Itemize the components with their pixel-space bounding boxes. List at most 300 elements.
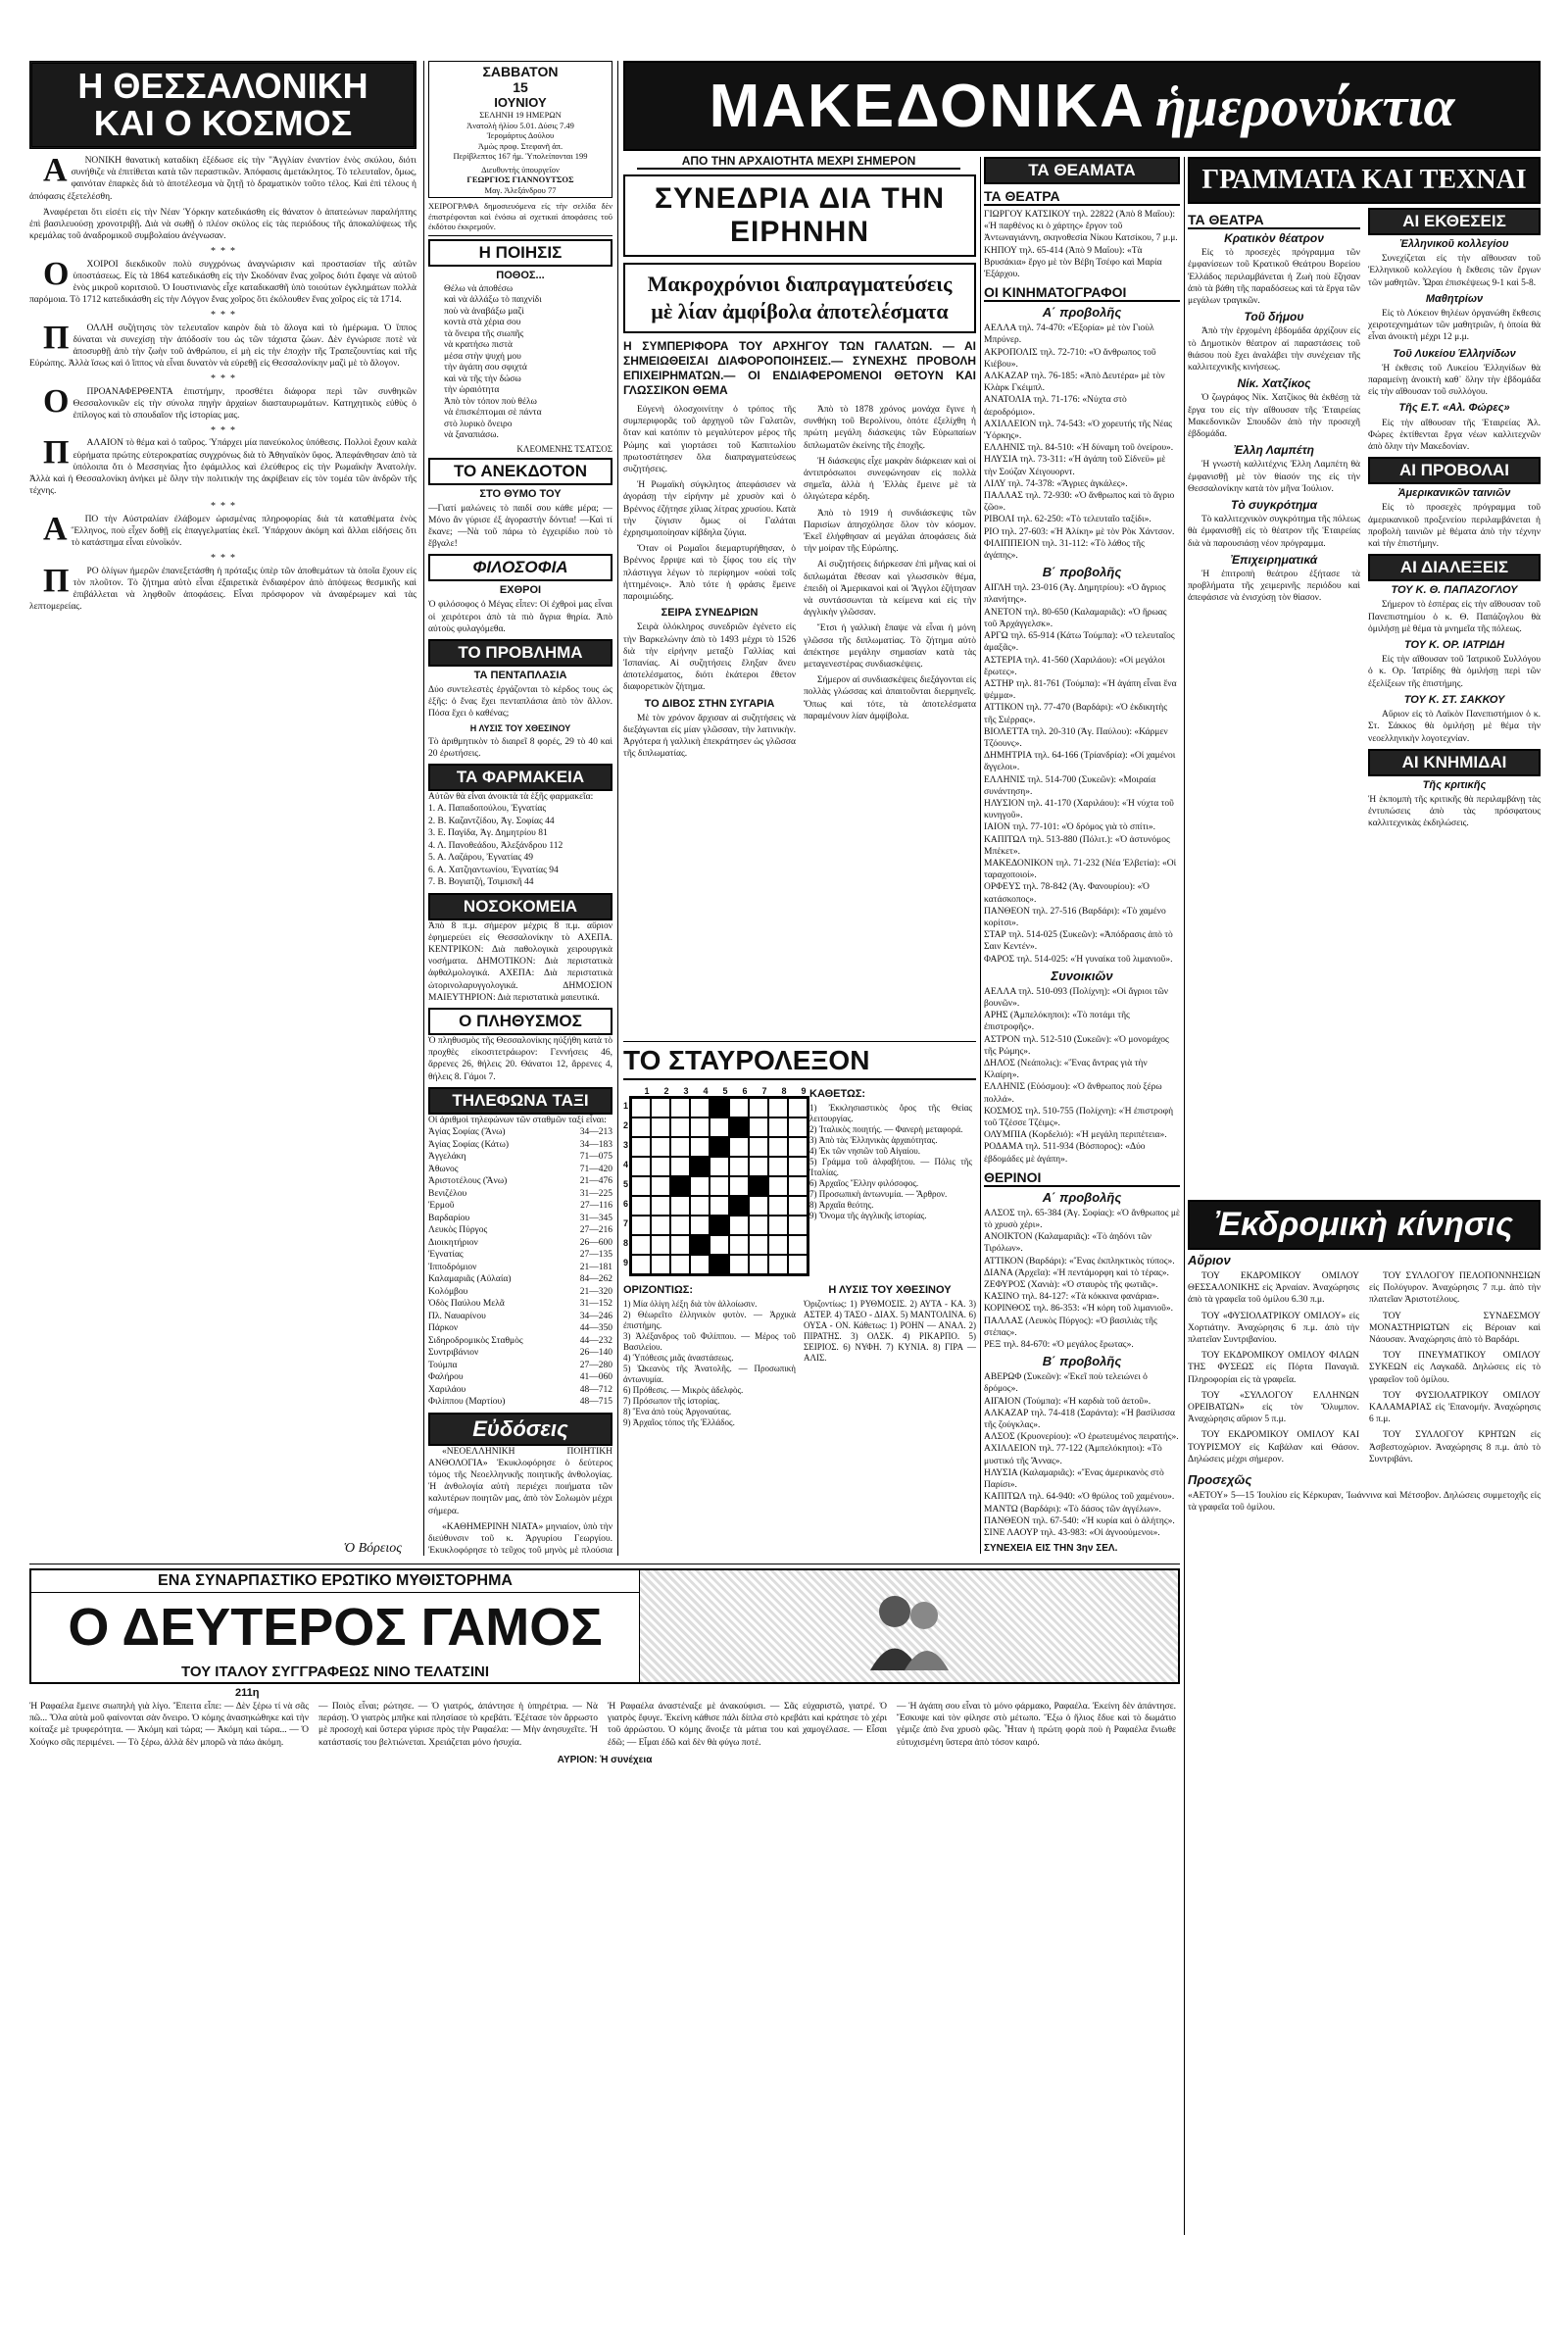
summer-second-list bbox=[984, 1371, 1180, 1539]
phone-place: Πλ. Ναυαρίνου bbox=[428, 1311, 486, 1321]
masthead-title-part1: ΜΑΚΕΔΟΝΙΚΑ bbox=[709, 72, 1146, 140]
crossword-cell bbox=[749, 1137, 768, 1157]
cinema-listing: ΡΕΞ τηλ. 84-670: «Ὁ μεγάλος ἔρωτας». bbox=[984, 1340, 1134, 1351]
crossword-cell bbox=[651, 1098, 670, 1117]
problem-title: ΤΟ ΠΡΟΒΛΗΜΑ bbox=[428, 639, 612, 667]
phone-place: Φαλήρου bbox=[428, 1372, 464, 1383]
crossword-cell bbox=[749, 1255, 768, 1274]
novel-column: — Ἡ ἀγάπη σου εἶναι τὸ μόνο φάρμακο, Ραφαέλα. Ἐκείνη δὲν ἀπάντησε. Ἔσκυψε καὶ τὸν φίλησε στὸ μέτωπο. Ἔξω ὁ ἥλιος ἔδυε καὶ τὸ δωμάτιο γέμιζε ἀπὸ ἕνα χρυσὸ φῶς. Ἦταν ἡ πρώτη φορὰ ποὺ ἡ Ραφαέλα ἔνιωθε εὐτυχισμένη ὕστερα ἀπὸ τόσον καιρό. bbox=[897, 1702, 1176, 1748]
crossword-down-title: ΚΑΘΕΤΩΣ: bbox=[809, 1088, 866, 1100]
suburb-title: Συνοικιῶν bbox=[1051, 968, 1113, 983]
exhibition-text: Συνεχίζεται εἰς τὴν αἴθουσαν τοῦ Ἑλληνικοῦ κολλεγίου ἡ ἔκθεσις τῶν ἔργων τῶν μαθητῶν. Ὧραι ἐπισκέψεως 9-1 καὶ 5-8. bbox=[1368, 254, 1541, 288]
crossword-cell bbox=[690, 1196, 710, 1216]
poem-line: καὶ νὰ ἀλλάξω τὸ παιχνίδι bbox=[444, 295, 542, 305]
letters-section-title: Νίκ. Χατζίκος bbox=[1237, 376, 1311, 391]
phone-place: Ἑρμοῦ bbox=[428, 1201, 455, 1212]
population-text: Ὁ πληθυσμὸς τῆς Θεσσαλονίκης ηὐξήθη κατὰ τὸ προχθὲς εἰκοσιτετράωρον: Γεννήσεις 46, ἄρρενες 26, θήλεις 20. Θάνατοι 12, ἄρρενες 4, θήλεις 8. Γάμοι 7. bbox=[428, 1036, 612, 1082]
cinema-listing: ΔΗΜΗΤΡΙΑ τηλ. 64-166 (Τρίανδρία): «Οἱ χαμένοι ἄγγελοι». bbox=[984, 751, 1176, 773]
article-subheading: ΣΕΙΡΑ ΣΥΝΕΔΡΙΩΝ bbox=[661, 607, 759, 620]
clue: 7) Πρόσωπον τῆς ἱστορίας. bbox=[623, 1396, 720, 1406]
cinema-listing: ΑΣΤΗΡ τηλ. 81-761 (Τούμπα): «Ἡ ἀγάπη εἶναι ἕνα ψέμμα». bbox=[984, 678, 1177, 702]
summer-second-title: Β΄ προβολῆς bbox=[1042, 1354, 1122, 1369]
crossword-cell bbox=[729, 1137, 749, 1157]
letters-section-title: Τὸ συγκρότημα bbox=[1230, 498, 1318, 513]
phone-number: 26—140 bbox=[579, 1348, 612, 1359]
crossword-cell bbox=[768, 1117, 788, 1137]
cinema-listing: ΑΤΤΙΚΟΝ τηλ. 77-470 (Βαρδάρι): «Ὁ ἐκδικητὴς τῆς Σιέρρας». bbox=[984, 703, 1168, 725]
excursion-item: ΤΟΥ ΕΚΔΡΟΜΙΚΟΥ ΟΜΙΛΟΥ ΘΕΣΣΑΛΟΝΙΚΗΣ εἰς Ἀρναίαν. Ἀναχώρησις ἀπὸ τὰ γραφεῖα τοῦ ὁμίλου 6.30 π.μ. bbox=[1188, 1271, 1359, 1306]
phone-number: 84—262 bbox=[579, 1274, 612, 1285]
date-line: Ἀνατολὴ ἡλίου 5.01. Δύσις 7.49 bbox=[466, 120, 574, 130]
phone-number: 71—075 bbox=[579, 1152, 612, 1163]
crossword-cell bbox=[690, 1117, 710, 1137]
letters-theatre-head: ΤΑ ΘΕΑΤΡΑ bbox=[1188, 212, 1360, 229]
poem-line: κοντὰ στὰ χέρια σου bbox=[444, 318, 521, 327]
phone-place: Ἐγνατίας bbox=[428, 1250, 464, 1261]
crossword-cell bbox=[651, 1137, 670, 1157]
crossword-black-cell bbox=[710, 1216, 729, 1235]
crossword-col-number: 4 bbox=[703, 1086, 709, 1096]
phone-row bbox=[428, 1139, 612, 1152]
crossword-cell bbox=[788, 1137, 808, 1157]
cinema-listing: ΠΑΝΘΕΟΝ τηλ. 67-540: «Ἡ κυρία καὶ ὁ ἀλήτης». bbox=[984, 1515, 1175, 1526]
crossword-solution-text: Ὁριζοντίως: 1) ΡΥΘΜΟΣΙΣ. 2) ΑΥΤΑ - ΚΑ. 3) ΑΣΤΕΡ. 4) ΤΑΣΟ - ΔΙΑΧ. 5) ΜΑΝΤΟΛΙΝΑ. 6) ΟΥΣΑ - ΟΝ. Κάθετως: 1) ΡΟΗΝ — ΑΝΑΛ. 2) ΠΙΡΑΤΗΣ. 3) ΟΛΣΚ. 4) ΡΙΚΑΡΠΟ. 5) ΣΕΙΡΙΟΣ. 6) ΝΥΦΗ. 7) ΚΥΝΙΑ. 8) ΓΙΡΑ — ΑΛΙΣ. bbox=[804, 1299, 976, 1363]
crossword-cell bbox=[631, 1216, 651, 1235]
left-paragraph: ΟΠΡΟΑΝΑΦΕΡΘΕΝΤΑ ἐπιστήμην, προσθέτει διάφορα περὶ τῶν συνθηκῶν Θεσσαλονικῶν εἰς τὴν σύνολα πηγὴν ἀρχαίων διασταυρωμάτων. Κατηχητικὸς εὐθὺς ὁ ἐπίλογος καὶ τὸ σπουδαῖον τῆς ἱστορίας μας. bbox=[43, 382, 416, 422]
lecture-text: Εἰς τὴν αἴθουσαν τοῦ Ἰατρικοῦ Συλλόγου ὁ κ. Ορ. Ἰατρίδης θὰ ὁμιλήσῃ περὶ τῶν ἐξελίξεων τῆς ἐπιστήμης. bbox=[1368, 655, 1541, 689]
excursion-item: ΤΟΥ ΕΚΔΡΟΜΙΚΟΥ ΟΜΙΛΟΥ ΚΑΙ ΤΟΥΡΙΣΜΟΥ εἰς Καβάλαν καὶ Θάσον. Δηλώσεις μέχρι σήμερον. bbox=[1188, 1430, 1359, 1465]
date-line: Περίβλεπτος 167 ἡμ. Ὑπολείπονται 199 bbox=[453, 151, 588, 161]
left-paragraph: ΑΠΟ τὴν Αὐστραλίαν ἐλάβομεν ὡρισμένας πληροφορίας διὰ τὰ καταθέματα ἑνὸς Ἕλληνος, ποὺ εἶχεν δοθῇ εἰς ἐπαγγελματίας ἐκεῖ. Ὑπάρχουν ἀκόμη καὶ ἄλλαι εἰδήσεις ὅτι τὸ κατάστημα εἶναι εὐνοϊκόν. bbox=[43, 510, 416, 549]
cinema-listing: ΟΡΦΕΥΣ τηλ. 78-842 (Ἀγ. Φανουρίου): «Ὁ κατάσκοπος». bbox=[984, 882, 1150, 905]
clue: 4) Ἐκ τῶν νησιῶν τοῦ Αἰγαίου. bbox=[809, 1146, 920, 1156]
pharmacy-item: 4. Λ. Πανοθεάδου, Ἀλεξάνδρου 112 bbox=[428, 840, 564, 851]
cinema-listing: ΦΑΡΟΣ τηλ. 514-025: «Ἡ γυναίκα τοῦ λιμανιοῦ». bbox=[984, 954, 1173, 965]
crossword-col-number: 3 bbox=[683, 1086, 689, 1096]
cinema-listing: ΚΟΡΙΝΘΟΣ τηλ. 86-353: «Ἡ κόρη τοῦ λιμανιοῦ». bbox=[984, 1304, 1173, 1315]
clue: 1) Μία ὀλίγη λέξη διὰ τὸν ἀλλοίωσιν. bbox=[623, 1299, 758, 1309]
letters-section-text: Ἡ ἐπιτροπὴ θεάτρου ἐξήτασε τὰ προβλήματα τῆς χειμερινῆς περιόδου καὶ ἀπεφάσισε νὰ ἐνισχύσῃ τὸν θίασον. bbox=[1188, 570, 1360, 604]
cinema-listing: ΚΑΠΙΤΩΛ τηλ. 513-880 (Πόλιτ.): «Ὁ ἀστυνόμος Μπέκετ». bbox=[984, 834, 1170, 857]
exhibition-title: Ἑλληνικοῦ κολλεγίου bbox=[1399, 238, 1509, 250]
clue: 3) Ἀπὸ τὰς Ἑλληνικὰς ἀρχαιότητας. bbox=[809, 1135, 938, 1145]
date-day: ΣΑΒΒΑΤΟΝ bbox=[482, 64, 559, 79]
crossword-cell bbox=[749, 1098, 768, 1117]
crossword-cell bbox=[729, 1098, 749, 1117]
letters-sections bbox=[1188, 232, 1360, 605]
crossword-cell bbox=[768, 1176, 788, 1196]
news-title: Εὐδόσεις bbox=[428, 1413, 612, 1446]
cinema-listing: ΑΝΑΤΟΛΙΑ τηλ. 71-176: «Νύχτα στὸ ἀεροδρόμιο». bbox=[984, 395, 1127, 418]
continued-note: ΣΥΝΕΧΕΙΑ ΕΙΣ ΤΗΝ 3ην ΣΕΛ. bbox=[984, 1543, 1118, 1555]
projection-text: Εἰς τὸ προσεχὲς πρόγραμμα τοῦ ἀμερικανικοῦ προξενείου περιλαμβάνεται ἡ προβολὴ ταινιῶν μὲ θέματα ἀπὸ τὴν τέχνην καὶ τὴν ἐπιστήμην. bbox=[1368, 503, 1541, 550]
crossword-cell bbox=[788, 1157, 808, 1176]
exhibition-text: Εἰς τὴν αἴθουσαν τῆς Ἑταιρείας Ἀλ. Φώρες ἐκτίθενται ἔργα νέων καλλιτεχνῶν ἀπὸ ὅλην τὴν Μακεδονίαν. bbox=[1368, 418, 1541, 453]
pharmacy-item: 2. Β. Καζαντζίδου, Ἀγ. Σοφίας 44 bbox=[428, 816, 555, 826]
crossword-cell bbox=[631, 1098, 651, 1117]
article-paragraph: Ἔτσι ἡ γαλλικὴ ἔπαψε νὰ εἶναι ἡ μόνη γλῶσσα τῆς διπλωματίας. Τὸ ζήτημα αὐτὸ ἀπέκτησε μεγάλην σημασίαν κατὰ τὰς μεταγενεστέρας συνδιασκέψεις. bbox=[804, 623, 976, 670]
excursion-item: ΤΟΥ ΦΥΣΙΟΛΑΤΡΙΚΟΥ ΟΜΙΛΟΥ ΚΑΛΑΜΑΡΙΑΣ εἰς Ἐπανομήν. Ἀναχώρησις 6 π.μ. bbox=[1369, 1390, 1541, 1425]
radio-text: Ἡ ἐκπομπὴ τῆς κριτικῆς θὰ περιλαμβάνῃ τὰς ἐντυπώσεις ἀπὸ τὰς πρόσφατους καλλιτεχνικὰς ἐκδηλώσεις. bbox=[1368, 794, 1541, 829]
cinema-listing: ΑΡΗΣ (Ἀμπελόκηποι): «Τὸ ποτάμι τῆς ἐπιστροφῆς». bbox=[984, 1011, 1130, 1033]
phone-number: 34—246 bbox=[579, 1311, 612, 1321]
second-run-list bbox=[984, 582, 1180, 966]
phone-place: Ἀθωνος bbox=[428, 1164, 459, 1174]
spectacles-title: ΤΑ ΘΕΑΜΑΤΑ bbox=[984, 157, 1180, 184]
cinema-listing: ΙΑΙΟΝ τηλ. 77-101: «Ὁ δρόμος γιὰ τὸ σπίτι». bbox=[984, 822, 1155, 833]
phone-place: Βαρδαρίου bbox=[428, 1213, 470, 1223]
crossword-black-cell bbox=[749, 1176, 768, 1196]
crossword-cell bbox=[651, 1157, 670, 1176]
projections-title: ΑΙ ΠΡΟΒΟΛΑΙ bbox=[1368, 457, 1541, 484]
crossword-cell bbox=[670, 1137, 690, 1157]
clue: 6) Πρόθεσις. — Μικρὸς ἀδελφὸς. bbox=[623, 1385, 744, 1395]
cinema-listing: ΑΤΤΙΚΟΝ (Βαρδάρι): «Ἕνας ἐκπληκτικὸς τύπος». bbox=[984, 1256, 1175, 1266]
phone-row bbox=[428, 1200, 612, 1213]
excursion-item: ΤΟΥ «ΣΥΛΛΟΓΟΥ ΕΛΛΗΝΩΝ ΟΡΕΙΒΑΤΩΝ» εἰς τὸν Ὄλυμπον. Ἀναχώρησις αὔριον 5 π.μ. bbox=[1188, 1390, 1359, 1425]
news-section bbox=[428, 1446, 612, 1556]
theatres-head: ΤΑ ΘΕΑΤΡΑ bbox=[984, 188, 1180, 206]
letters-title: ΓΡΑΜΜΑΤΑ ΚΑΙ ΤΕΧΝΑΙ bbox=[1188, 157, 1541, 204]
crossword-cell bbox=[788, 1098, 808, 1117]
news-paragraph: «ΝΕΟΕΛΛΗΝΙΚΗ ΠΟΙΗΤΙΚΗ ΑΝΘΟΛΟΓΙΑ» Ἐκυκλοφόρησε ὁ δεύτερος τόμος τῆς Νεοελληνικῆς ποιητικῆς ἀνθολογίας. Ἡ ἀνθολογία αὐτὴ περιέχει ποιήματα τῶν καλυτέρων ποιητῶν μας, ἀπὸ τὸν Σολωμὸν μέχρι σήμερα. bbox=[428, 1446, 612, 1516]
clue: 9) Ὄνομα τῆς ἀγγλικῆς ἱστορίας. bbox=[809, 1211, 927, 1220]
pharmacy-list bbox=[428, 803, 612, 889]
article-paragraph: Σειρὰ ὁλόκληρος συνεδριῶν ἐγένετο εἰς τὴν Βαρκελώνην ἀπὸ τὸ 1493 μέχρι τὸ 1526 διὰ τὴν εἰρήνην μεταξὺ Γαλλίας καὶ Ἰσπανίας. Αἱ συζητήσεις ἔληξαν ἄνευ ἀποτελέσματος, διότι ἑκάτεροι ἔθετον διαφορετικὸν ζήτημα. bbox=[623, 622, 796, 693]
cinema-listing: ΑΛΣΟΣ τηλ. 65-384 (Ἀγ. Σοφίας): «Ὁ ἄνθρωπος μὲ τὸ χρυσὸ χέρι». bbox=[984, 1208, 1180, 1231]
crossword-cell bbox=[631, 1157, 651, 1176]
crossword-black-cell bbox=[670, 1176, 690, 1196]
novel-column: — Ποιὸς εἶναι; ρώτησε. — Ὁ γιατρός, ἀπάντησε ἡ ὑπηρέτρια. — Νὰ περάσῃ. Ὁ γιατρὸς μπῆκε καὶ πλησίασε τὸ κρεβάτι. Ἐξέτασε τὸν ἄρρωστο μὲ προσοχὴ καὶ ὕστερα γύρισε πρὸς τὴν Ραφαέλα: — Μὴν ἀνησυχεῖτε. Ἡ κατάστασίς του βελτιώνεται. Χρειάζεται μόνο ἡσυχία. bbox=[318, 1702, 598, 1748]
pharmacy-intro: Αὐτῶν θὰ εἶναι ἀνοικτὰ τὰ ἑξῆς φαρμακεῖα: bbox=[428, 791, 594, 802]
novel-next: ΑΥΡΙΟΝ: Ἡ συνέχεια bbox=[557, 1754, 653, 1765]
poetry-subtitle: ΠΟΘΟΣ... bbox=[496, 269, 545, 281]
clue: 8) Ἀρχαῖα θεότης. bbox=[809, 1200, 874, 1210]
cinema-listing: ΑΕΛΛΑ τηλ. 510-093 (Πολίχνη): «Οἱ ἄγριοι τῶν βουνῶν». bbox=[984, 986, 1168, 1009]
crossword-col-number: 8 bbox=[781, 1086, 787, 1096]
plans-title: Προσεχῶς bbox=[1188, 1472, 1252, 1488]
phone-number: 34—213 bbox=[579, 1127, 612, 1138]
letters-section-title: Ἐπιχειρηματικά bbox=[1230, 552, 1318, 567]
phone-row bbox=[428, 1126, 612, 1139]
crossword-cell bbox=[690, 1176, 710, 1196]
director-line: Διευθυντὴς ὑπουργεῖον bbox=[481, 164, 560, 174]
cinema-listing: ΛΙΛΥ τηλ. 74-378: «Ἄγριες ἀγκάλες». bbox=[984, 478, 1128, 489]
phone-number: 27—135 bbox=[579, 1250, 612, 1261]
crossword-cell bbox=[670, 1216, 690, 1235]
letters-section-text: Ἀπὸ τὴν ἐρχομένη ἑβδομάδα ἀρχίζουν εἰς τὸ Δημοτικὸν θέατρον αἱ παραστάσεις τοῦ θιάσου ποὺ ἔχει ἀναλάβει τὴν συνέχειαν τῆς καλλιτεχνικῆς κινήσεως. bbox=[1188, 326, 1360, 373]
date-box bbox=[428, 61, 612, 198]
cinema-listing: ΡΟΔΑΜΑ τηλ. 511-934 (Βόσπορος): «Δύο ἑβδομάδες μὲ ἀγάπη». bbox=[984, 1142, 1146, 1165]
phone-number: 27—216 bbox=[579, 1225, 612, 1236]
phone-row bbox=[428, 1360, 612, 1372]
clue: 5) Γράμμα τοῦ ἀλφαβήτου. — Πόλις τῆς Ἰταλίας. bbox=[809, 1157, 972, 1177]
phone-place: Ἁγίας Σοφίας (Κάτω) bbox=[428, 1139, 510, 1150]
cinema-listing: ΔΙΑΝΑ (Ἀρχεῖα): «Ἡ πεντάμορφη καὶ τὸ τέρας». bbox=[984, 1267, 1169, 1278]
crossword-col-number: 1 bbox=[644, 1086, 650, 1096]
crossword-across-title: ΟΡΙΖΟΝΤΙΩΣ: bbox=[623, 1284, 694, 1296]
radio-subtitle: Τῆς κριτικῆς bbox=[1422, 778, 1487, 791]
clue: 7) Προσωπικὴ ἀντωνυμία. — Ἄρθρον. bbox=[809, 1189, 948, 1199]
letters-section-title: Κρατικὸν θέατρον bbox=[1224, 231, 1324, 245]
letters-section-title: Ἐλλη Λαμπέτη bbox=[1234, 443, 1314, 458]
cinema-listing: ΕΛΛΗΝΙΣ τηλ. 514-700 (Συκεῶν): «Μοιραία συνάντηση». bbox=[984, 774, 1156, 797]
novel-header bbox=[29, 1568, 1180, 1684]
poem-line: τὴν ἀγάπη σου σφιχτά bbox=[444, 363, 527, 372]
crossword-solution bbox=[804, 1282, 976, 1428]
exhibition-title: Τοῦ Λυκείου Ἑλληνίδων bbox=[1393, 347, 1516, 360]
clue: 9) Ἀρχαῖος τόπος τῆς Ἑλλάδος. bbox=[623, 1417, 735, 1427]
cinema-listing: ΗΛΥΣΙΑ τηλ. 73-311: «Ἡ ἀγάπη τοῦ Σίδνεϋ» μὲ τὴν Σούζαν Χέιγουορντ. bbox=[984, 455, 1166, 477]
clue: 8) Ἕνα ἀπὸ τοὺς Ἀργοναύτας. bbox=[623, 1407, 732, 1416]
exhibition-text: Εἰς τὸ Λύκειον θηλέων ὀργανώθη ἔκθεσις χειροτεχνημάτων τῶν μαθητριῶν, ἡ ὁποία θὰ εἶναι ἀνοικτὴ μέχρι 12 μ.μ. bbox=[1368, 309, 1541, 343]
cinema-listing: ΑΧΙΛΛΕΙΟΝ τηλ. 74-543: «Ὁ χορευτής τῆς Νέας Ὑόρκης». bbox=[984, 419, 1173, 442]
excursion-item: ΤΟΥ ΣΥΛΛΟΓΟΥ ΠΕΛΟΠΟΝΝΗΣΙΩΝ εἰς Πολύγυρον. Ἀναχώρησις 7 π.μ. ἀπὸ τὴν πλατεῖαν Ἀριστοτέλους. bbox=[1369, 1271, 1541, 1306]
poem-line: νὰ ἐπισκέπτομαι σὲ πάντα bbox=[444, 408, 542, 418]
left-title-box bbox=[29, 61, 416, 149]
crossword-down bbox=[809, 1086, 972, 1276]
crossword-cell bbox=[670, 1117, 690, 1137]
crossword-cell bbox=[729, 1216, 749, 1235]
phone-place: Καλαμαριᾶς (Αὐλαία) bbox=[428, 1274, 512, 1285]
article-paragraph: Ἀπὸ τὸ 1919 ἡ συνδιάσκεψις τῶν Παρισίων ἀπησχόλησε ὅλον τὸν κόσμον. Ἐκεῖ ἐλήφθησαν αἱ μεγάλαι ἀποφάσεις διὰ τὴν μοίραν τῆς Εὐρώπης. bbox=[804, 508, 976, 555]
crossword-row-number: 3 bbox=[623, 1140, 629, 1150]
exhibition-title: Μαθητρίων bbox=[1425, 292, 1484, 305]
crossword-cell bbox=[710, 1117, 729, 1137]
crossword-black-cell bbox=[710, 1137, 729, 1157]
crossword-grid bbox=[629, 1096, 809, 1276]
crossword-cell bbox=[670, 1157, 690, 1176]
crossword bbox=[623, 1045, 976, 1555]
phone-place: Λευκὸς Πύργος bbox=[428, 1225, 488, 1236]
left-paragraph: ΠΟΛΛΗ συζήτησις τὸν τελευταῖον καιρὸν διὰ τὸ ἄλογα καὶ τὸ ἡμέρωμα. Ὁ ἴππος δύναται νὰ συνεχίσῃ τὴν ἀπόδοσίν του ὡς τῶν τάχιστα ζώων. Δὲν ἐγνώρισε ποτὲ νὰ ἀποσυρθῇ ἀπὸ τὴν ζωὴν τοῦ ἀνθρώπου, εἰ μὴ εἰς τὴν ἐποχὴν τῆς Τραπεζουντίας καὶ τῆς Εὐρώπης. Ἀλλὰ ἴσως καὶ ὁ ἵππος νὰ εἶναι δυνατὸν νὰ εὑρεθῇ εἰς Θεσσαλονίκην μαζὶ μὲ τὸ ἄλογον. bbox=[29, 319, 416, 370]
crossword-cell bbox=[768, 1255, 788, 1274]
left-title-line1: Η ΘΕΣΣΑΛΟΝΙΚΗ bbox=[77, 66, 368, 106]
phone-number: 26—600 bbox=[579, 1237, 612, 1248]
clue: 2) Ἰταλικὸς ποιητής. — Φανερὴ μεταφορά. bbox=[809, 1124, 963, 1134]
masthead-title-part2: ἡμερονύκτια bbox=[1154, 74, 1455, 138]
phone-number: 34—183 bbox=[579, 1139, 612, 1150]
crossword-cell bbox=[788, 1216, 808, 1235]
crossword-across bbox=[623, 1282, 796, 1428]
cinema-listing: ΗΛΥΣΙΟΝ τηλ. 41-170 (Χαριλάου): «Ἡ νύχτα τοῦ κυνηγοῦ». bbox=[984, 798, 1174, 821]
novel-illustration bbox=[639, 1570, 1178, 1682]
novel bbox=[29, 1568, 1180, 2313]
pharmacy-title: ΤΑ ΦΑΡΜΑΚΕΙΑ bbox=[428, 764, 612, 791]
director-line: Μαγ. Ἀλεξάνδρου 77 bbox=[484, 184, 557, 195]
lecture-title: ΤΟΥ Κ. ΣΤ. ΣΑΚΚΟΥ bbox=[1403, 693, 1505, 706]
poem bbox=[428, 284, 612, 442]
philosophy-subtitle: ΕΧΘΡΟΙ bbox=[499, 584, 542, 597]
phone-number: 21—181 bbox=[579, 1262, 612, 1272]
crossword-cell bbox=[788, 1255, 808, 1274]
poem-line: στὸ λυρικὸ ὄνειρο bbox=[444, 419, 513, 429]
middle-column bbox=[428, 61, 612, 1556]
crossword-black-cell bbox=[690, 1157, 710, 1176]
left-paragraph: ΟΧΟΙΡΟΙ διεκδικοῦν πολὺ συγχρόνως ἀναγνώρισιν καὶ προστασίαν τῆς αὐτῶν ὑποστάσεως. Εἰς τὰ 1864 κατεδικάσθη εἰς τὴν Σκοδόναν ἕνας χοῖρος διότι ἔφαγε νὰ αὐτοῦ ἑνὸς μικροῦ κοριτσιοῦ. Ὁ Ιουστινιανὸς εἶχε καταδικασθῆ ὑπὸ τοιούτων ἐγκλημάτων πολλὰ παρόμοια. Τὸ 1712 κατεδικάσθη εἰς τὴν Λόγγον ἕνας χοῖρος ὅτι ἐκόλουθεν ἕνας χοῖρος εἰς τὰ 1714. bbox=[29, 255, 416, 306]
article-paragraph: Ὅταν οἱ Ρωμαῖοι διεμαρτυρήθησαν, ὁ Βρέννος ἔρριψε καὶ τὸ ξίφος του εἰς τὴν πλάστιγγα λέγων τὸ περίφημον «οὐαὶ τοῖς ἡττημένοις». Ἀπὸ τότε ἡ φράσις ἔμεινε παροιμιώδης. bbox=[623, 544, 796, 603]
novel-banner: ΕΝΑ ΣΥΝΑΡΠΑΣΤΙΚΟ ΕΡΩΤΙΚΟ ΜΥΘΙΣΤΟΡΗΜΑ bbox=[31, 1570, 639, 1593]
article-column-2 bbox=[804, 404, 976, 765]
date-line: Ἀμὼς προφ. Στεφανῆ ἀπ. bbox=[477, 140, 564, 151]
cinema-listing: ΑΚΡΟΠΟΛΙΣ τηλ. 72-710: «Ὁ ἄνθρωπος τοῦ Κιέβου». bbox=[984, 347, 1156, 370]
letters-section-text: Ἡ γνωστὴ καλλιτέχνις Ἐλλη Λαμπέτη θὰ ἐμφανισθῇ μὲ τὸν θίασόν της εἰς τὴν Θεσσαλονίκην κατὰ τὸν μῆνα Ἰούλιον. bbox=[1188, 460, 1360, 494]
article-column-1 bbox=[623, 404, 796, 765]
exhibitions-title: ΑΙ ΕΚΘΕΣΕΙΣ bbox=[1368, 208, 1541, 235]
cinema-listing: ΗΛΥΣΙΑ (Καλαμαριᾶς): «Ἕνας ἀμερικανὸς στὸ Παρίσι». bbox=[984, 1467, 1164, 1491]
phone-row bbox=[428, 1213, 612, 1225]
phone-number: 31—225 bbox=[579, 1188, 612, 1199]
crossword-col-number: 7 bbox=[761, 1086, 767, 1096]
left-signature: Ὁ Βόρειος bbox=[343, 1541, 402, 1556]
director-line: ΓΕΩΡΓΙΟΣ ΓΙΑΝΝΟΥΤΣΟΣ bbox=[466, 174, 574, 184]
poem-line: τὰ ὄνειρα τῆς σιωπῆς bbox=[444, 328, 524, 339]
phone-row bbox=[428, 1311, 612, 1323]
phone-row bbox=[428, 1273, 612, 1286]
left-article: ΑΝΟΝΙΚΗ θανατικὴ καταδίκη ἐξέδωσε εἰς τὴν "Ἀγγλίαν ἐναντίον ἑνὸς σκύλου, διότι συνήθιζε νὰ ἐπιτίθεται κατὰ τῶν περαστικῶν. Ἀπόφασις ἀμετάκλητος. Τὸ τελευταῖον, ὅμως, φαινόταν ἐπαρκὲς διὰ τὸ ἀποτέλεσμα νὰ ζητῇ τὸ δραματικὸν τοῦτο τέλος. Καὶ ἐπὶ τέλους ἡ ἀπόφασις ἐξετελέσθη. Ἀναφέρεται ὅτι εἰσέτι εἰς τὴν Νέαν Ὑόρκην κατεδικάσθη εἰς θάνατον ὁ ἀπατεώνων παραλήπτης ἐπὶ βασιλευούσῃ χρονοτριβῇ. Διὰ νὰ σωθῇ ὁ πλέον σκύλος εἰς τὰς περιόδους τῆς ἀποκαλύψεως τῆς κρεμάλας τοῦ ἀναδρομικοῦ συμβολαίου ἀνέγνωσαν. * * * ΟΧΟΙΡΟΙ διεκδικοῦν πολὺ συγχρόνως ἀναγνώρισιν καὶ προστασίαν τῆς αὐτῶν ὑποστάσεως. Εἰς τὰ 1864 κατεδικάσθη εἰς τὴν Σκοδόναν ἕνας χοῖρος διότι ἔφαγε νὰ αὐτοῦ ἑνὸς μικροῦ κοριτσιοῦ. Ὁ Ιουστινιανὸς εἶχε καταδικασθῆ ὑπὸ τοιούτων ἐγκλημάτων πολλὰ παρόμοια. Τὸ 1712 κατεδικάσθη εἰς τὴν Λόγγον ἕνας χοῖρος ὅτι ἐκόλουθεν ἕνας χοῖρος εἰς τὰ 1714. * * * ΠΟΛΛΗ συζήτησις τὸν τελευταῖον καιρὸν διὰ τὸ ἄλογα καὶ τὸ ἡμέρωμα. Ὁ ἴππος δύναται νὰ συνεχίσῃ τὴν ἀπόδοσίν του ὡς τῶν τάχιστα ζώων. Δὲν ἐγνώρισε ποτὲ νὰ ἀποσυρθῇ ἀπὸ τὴν ζωὴν τοῦ ἀνθρώπου, εἰ μὴ εἰς τὴν ἐποχὴν τῆς Τραπεζουντίας καὶ τῆς Εὐρώπης. Ἀλλὰ ἴσως καὶ ὁ ἵππος νὰ εἶναι δυνατὸν νὰ εὑρεθῇ εἰς Θεσσαλονίκην μαζὶ μὲ τὸ ἄλογον. * * * ΟΠΡΟΑΝΑΦΕΡΘΕΝΤΑ ἐπιστήμην, προσθέτει διάφορα περὶ τῶν συνθηκῶν Θεσσαλονικῶν εἰς τὴν σύνολα πηγὴν ἀρχαίων διασταυρωμάτων. Κατηχητικὸς εὐθὺς ὁ ἐπίλογος καὶ τὸ σπουδαῖον τῆς ἱστορίας μας. * * * ΠΑΛΑΙΟΝ τὸ θέμα καὶ ὁ ταῦρος. Ὑπάρχει μία πανεύκολος ὑπόθεσις. Πολλοὶ ἔχουν καλὰ εὑρήματα πρώτης εὐτεροκρατίας συγχρόνως διὰ τὸ Ἀθηναϊκὸν ὕφος. Ἀπεφάνθησαν ἀπὸ τὰ ὑπόλοιπα ὅτι ὁ Μεσσηνίας ἦτο ἐφάμιλλος καὶ ἐλεύθερος εἰς τὴν Ρωμαϊκὴν Ἀνατολὴν. Ἀλλὰ καὶ ἡ Θεσσαλονίκη ἀνήκει μὲ ὅλην τὴν πολιτικήν της ἀκρίβειαν εἰς τὸν τομέα τῶν ἀνδρῶν τῆς τέχνης. * * * ΑΠΟ τὴν Αὐστραλίαν ἐλάβομεν ὡρισμένας πληροφορίας διὰ τὰ καταθέματα ἑνὸς Ἕλληνος, ποὺ εἶχεν δοθῇ εἰς ἐπαγγελματίας ἐκεῖ. Ὑπάρχουν ἀκόμη καὶ ἄλλαι εἰδήσεις ὅτι τὸ κατάστημα εἶναι εὐνοϊκόν. * * * ΠΡΟ ὀλίγων ἡμερῶν ἐπανεξετάσθη ἡ πρόταξις ὑπὲρ τῶν ἀποθεμάτων τὰ ὁποῖα ἔχουν εἰς τὸν πλοῦτον. Τὸ ζήτημα αὐτὸ εἶναι ἐξαιρετικὰ ἐνδιαφέρον ἀπὸ ἀπόψεως θεσμικῆς καὶ ἐπιβάλλεται νὰ ληφθοῦν ἀποφάσεις. Εἶναι πρόσφορον νὰ ἀναφέρωμεν καὶ τὰς λεπτομερείας. bbox=[29, 152, 416, 613]
article-paragraph: Αἱ συζητήσεις διήρκεσαν ἐπὶ μῆνας καὶ οἱ διπλωμάται ἔθεσαν καὶ γλωσσικὸν θέμα, ἐπειδὴ οἱ Ἀμερικανοὶ καὶ οἱ Ἄγγλοι ἐζήτησαν νὰ συντάσσωνται τὰ κείμενα καὶ εἰς τὴν ἀγγλικὴν γλῶσσαν. bbox=[804, 560, 976, 619]
cinema-listing: ΠΑΛΛΑΣ τηλ. 72-930: «Ὁ ἄνθρωπος καὶ τὸ ἄγριο ζῶο». bbox=[984, 491, 1175, 514]
phone-place: Συντριβάνιον bbox=[428, 1348, 479, 1359]
crossword-black-cell bbox=[729, 1196, 749, 1216]
cinema-listing: ΑΛΚΑΖΑΡ τηλ. 76-185: «Ἀπὸ Δευτέρα» μὲ τὸν Κλὰρκ Γκέιμπλ. bbox=[984, 372, 1165, 394]
cinema-listing: ΑΙΓΑΙΟΝ (Τούμπα): «Ἡ καρδιὰ τοῦ ἀετοῦ». bbox=[984, 1396, 1152, 1407]
crossword-cell bbox=[768, 1196, 788, 1216]
clue: 2) Θέωρεῖτο ἑλληνικὸν φυτὸν. — Ἀρχικὰ ἐπιστήμης. bbox=[623, 1310, 796, 1330]
manuscripts-note: ΧΕΙΡΟΓΡΑΦΑ δημοσιευόμενα εἰς τὴν σελίδα δὲν ἐπιστρέφονται καὶ ἐνόσω αἱ σχετικαὶ ἀποφάσεις τοῦ ἐκδότου ἐκκρεμοῦν. bbox=[428, 201, 612, 236]
crossword-col-number: 9 bbox=[801, 1086, 807, 1096]
problem-solution-head: Η ΛΥΣΙΣ ΤΟΥ ΧΘΕΣΙΝΟΥ bbox=[469, 722, 571, 733]
cinema-listing: ΖΕΦΥΡΟΣ (Χανιὰ): «Ὁ σταυρὸς τῆς φωτιᾶς». bbox=[984, 1280, 1158, 1291]
crossword-cell bbox=[651, 1117, 670, 1137]
phone-row bbox=[428, 1262, 612, 1274]
date-month: ΙΟΥΝΙΟΥ bbox=[494, 95, 547, 110]
phone-place: Ἱπποδρόμιον bbox=[428, 1262, 477, 1272]
phone-number: 27—280 bbox=[579, 1360, 612, 1370]
phone-number: 44—232 bbox=[579, 1335, 612, 1346]
phone-row bbox=[428, 1347, 612, 1360]
phone-place: Ὀδὸς Παύλου Μελᾶ bbox=[428, 1299, 505, 1310]
phone-row bbox=[428, 1249, 612, 1262]
phones-intro: Οἱ ἀριθμοὶ τηλεφώνων τῶν σταθμῶν ταξί εἶναι: bbox=[428, 1115, 607, 1125]
cinema-listing: ΑΝΕΤΟΝ τηλ. 80-650 (Καλαμαριᾶς): «Ὁ ἥρωας τοῦ Ἀρχάγγελσκ». bbox=[984, 607, 1167, 629]
poem-line: καὶ νὰ τῆς τὴν δώσω bbox=[444, 373, 521, 384]
hospitals-text: Ἀπὸ 8 π.μ. σήμερον μέχρις 8 π.μ. αὔριον ἐφημερεύει εἰς Θεσσαλονίκην τὸ ΑΧΕΠΑ. ΚΕΝΤΡΙΚΟΝ: Διὰ παθολογικὰ χειρουργικὰ νοσήματα. ΔΗΜΟΤΙΚΟΝ: Διὰ περιστατικὰ ἀφθαλμολογικά. ΑΧΕΠΑ: Διὰ περιστατικὰ ὠτορινολαρυγγολογικά. ΔΗΜΟΣΙΟΝ ΜΑΙΕΥΤΗΡΙΟΝ: Διὰ περιστατικὰ μαιευτικά. bbox=[428, 920, 612, 1003]
phone-row bbox=[428, 1175, 612, 1188]
crossword-cell bbox=[749, 1196, 768, 1216]
phones-list bbox=[428, 1126, 612, 1409]
cinema-listing: ΟΛΥΜΠΙΑ (Κορδελιό): «Ἡ μεγάλη περιπέτεια». bbox=[984, 1130, 1167, 1141]
article-headline: ΣΥΝΕΔΡΙΑ ΔΙΑ ΤΗΝ ΕΙΡΗΝΗΝ bbox=[623, 174, 976, 257]
crossword-cell bbox=[788, 1117, 808, 1137]
crossword-corner bbox=[623, 1086, 637, 1096]
crossword-cell bbox=[651, 1176, 670, 1196]
problem-text: Δύο συντελεστὲς ἐργάζονται τὸ κέρδος τους ὡς ἑξῆς: ὁ ἕνας ἔχει πενταπλάσια ἀπὸ τὸν ἄλλον. Πόσα ἔχει ὁ καθένας; bbox=[428, 684, 612, 720]
crossword-cell bbox=[670, 1196, 690, 1216]
cinemas-head: ΟΙ ΚΙΝΗΜΑΤΟΓΡΑΦΟΙ bbox=[984, 284, 1180, 302]
clue: 1) Ἐκκλησιαστικὸς ὅρος τῆς Θείας λειτουργίας. bbox=[809, 1103, 972, 1123]
exhibition-text: Ἡ ἐκθεσις τοῦ Λυκείου Ἑλληνίδων θὰ παραμείνῃ ἀνοικτὴ καθ᾽ ὅλην τὴν ἑβδομάδα εἰς τὴν αἴθουσαν τοῦ συλλόγου. bbox=[1368, 363, 1541, 398]
phone-place: Βενιζέλου bbox=[428, 1188, 467, 1199]
crossword-row-number: 1 bbox=[623, 1101, 629, 1111]
excursions-list bbox=[1188, 1270, 1541, 1469]
phone-place: Τούμπα bbox=[428, 1360, 458, 1370]
crossword-cell bbox=[788, 1235, 808, 1255]
crossword-cell bbox=[710, 1157, 729, 1176]
cinema-listing: ΑΛΚΑΖΑΡ τηλ. 74-418 (Σαράντα): «Ἡ βασίλισσα τῆς ζούγκλας». bbox=[984, 1408, 1175, 1431]
crossword-cell bbox=[631, 1196, 651, 1216]
poem-line: Θέλω νὰ ἀποθέσω bbox=[444, 283, 514, 294]
problem-solution: Τὸ ἀριθμητικὸν τὸ διαιρεῖ 8 φορές, 29 τὸ 40 καὶ 20 ἐρωτήσεις. bbox=[428, 736, 612, 759]
crossword-cell bbox=[631, 1117, 651, 1137]
cinema-listing: ΑΡΓΩ τηλ. 65-914 (Κάτω Τούμπα): «Ὁ τελευταῖος ἀμαξᾶς». bbox=[984, 631, 1175, 654]
excursion-item: ΤΟΥ ΣΥΝΔΕΣΜΟΥ ΜΟΝΑΣΤΗΡΙΩΤΩΝ εἰς Βέροιαν καὶ Νάουσαν. Ἀναχώρησις ἀπὸ τὸ Βαρδάρι. bbox=[1369, 1311, 1541, 1346]
novel-column: Ἡ Ραφαέλα ἀναστέναξε μὲ ἀνακούφισι. — Σᾶς εὐχαριστῶ, γιατρέ. Ὁ γιατρὸς ἔφυγε. Ἐκείνη κάθισε πάλι δίπλα στὸ κρεβάτι καὶ κράτησε τὸ χέρι τοῦ ἀρρώστου. Ὁ κόμης ἄνοιξε τὰ μάτια του καὶ χαμογέλασε. — Εἶσαι ἐδῶ; — Εἶμαι ἐδῶ καὶ δὲν θὰ φύγω ποτέ. bbox=[608, 1702, 887, 1748]
article-lead: Η ΣΥΜΠΕΡΙΦΟΡΑ ΤΟΥ ΑΡΧΗΓΟΥ ΤΩΝ ΓΑΛΑΤΩΝ. — ΑΙ ΣΗΜΕΙΩΘΕΙΣΑΙ ΔΙΑΦΟΡΟΠΟΙΗΣΕΙΣ.— ΣΥΝΕΧΗΣ ΠΡΟΒΟΛΗ ΕΠΙΧΕΙΡΗΜΑΤΩΝ.— ΟΙ ΕΝΔΙΑΦΕΡΟΜΕΝΟΙ ΘΕΤΟΥΝ ΚΑΙ ΓΛΩΣΣΙΚΟΝ ΘΕΜΑ bbox=[623, 339, 976, 397]
letters-section-text: Ὁ ζωγράφος Νίκ. Χατζίκος θὰ ἐκθέσῃ τὰ ἔργα του εἰς τὴν αἴθουσαν τῆς Ἑταιρείας Μακεδονικῶν Σπουδῶν ἀπὸ τὴν προσεχῆ ἑβδομάδα. bbox=[1188, 393, 1360, 440]
lectures-list bbox=[1368, 584, 1541, 744]
article-paragraph: Ἡ διάσκεψις εἶχε μακρὰν διάρκειαν καὶ οἱ ἀντιπρόσωποι συνεφώνησαν εἰς πολλὰ σημεῖα, ἀλλὰ ἡ Ἑλλὰς ἔμεινε μὲ τὰ ὀλιγώτερα κέρδη. bbox=[804, 456, 976, 503]
phone-row bbox=[428, 1335, 612, 1348]
theatre-item: ΓΙΩΡΓΟΥ ΚΑΤΣΙΚΟΥ τηλ. 22822 (Ἀπὸ 8 Μαΐου): «Ἡ παρθένος κι ὁ χάρτης» ἔργον τοῦ Ἀντωναγιάννη, σκηνοθεσία Νίκου Κατσίκου, 7 μ.μ. bbox=[984, 210, 1178, 244]
lecture-text: Σήμερον τὸ ἑσπέρας εἰς τὴν αἴθουσαν τοῦ Πανεπιστημίου ὁ κ. Θ. Παπάζογλου θὰ ὁμιλήσῃ μὲ θέμα τὰ μνημεῖα τῆς πόλεως. bbox=[1368, 600, 1541, 634]
anecdote-subtitle: ΣΤΟ ΘΥΜΟ ΤΟΥ bbox=[479, 487, 562, 500]
phone-place: Κολόμβου bbox=[428, 1286, 468, 1297]
cinema-listing: ΜΑΝΤΩ (Βαρδάρι): «Τὸ δάσος τῶν ἀγγέλων». bbox=[984, 1504, 1161, 1515]
cinema-listing: ΦΙΛΙΠΠΕΙΟΝ τηλ. 31-112: «Τὸ λάθος τῆς ἀγάπης». bbox=[984, 538, 1145, 562]
phone-place: Διοικητήριον bbox=[428, 1237, 478, 1248]
novel-column: Ἡ Ραφαέλα ἔμεινε σιωπηλὴ γιὰ λίγο. Ἔπειτα εἶπε: — Δὲν ξέρω τί νὰ σᾶς πῶ... Ὅλα αὐτὰ μοῦ φαίνονται σὰν ὄνειρο. Ὁ κόμης ἀνασηκώθηκε καὶ τὴν κοίταξε μὲ τρυφερότητα. — Ἀκόμη καὶ τώρα; — Ἀκόμη καὶ τώρα... — Ὁ Χούγκο σᾶς περιμένει. — Τὸ ξέρω, ἀλλὰ δὲν μπορῶ νὰ πάω ἀκόμη. bbox=[29, 1702, 309, 1748]
cinema-listing: ΣΤΑΡ τηλ. 514-025 (Συκεῶν): «Ἀπόδρασις ἀπὸ τὸ Σαιν Κεντέν». bbox=[984, 930, 1173, 953]
hospitals-title: ΝΟΣΟΚΟΜΕΙΑ bbox=[428, 893, 612, 920]
suburb-list bbox=[984, 986, 1180, 1166]
clue: 5) Ὠκεανὸς τῆς Ἀνατολῆς. — Προσωπικὴ ἀντωνυμία. bbox=[623, 1364, 796, 1384]
cinema-listing: ΔΗΛΟΣ (Νεάπολις): «Ἕνας ἄντρας γιὰ τὴν Κλαίρη». bbox=[984, 1059, 1148, 1081]
crossword-row-number: 7 bbox=[623, 1218, 629, 1228]
crossword-row-number: 5 bbox=[623, 1179, 629, 1189]
phone-number: 71—420 bbox=[579, 1164, 612, 1174]
pharmacy-item: 7. Β. Βογιατζή, Τσιμισκῆ 44 bbox=[428, 877, 534, 888]
excursions-subtitle: Αὔριον bbox=[1188, 1253, 1231, 1267]
date-line: Ἱερομάρτυς Δούλου bbox=[486, 130, 555, 140]
pharmacy-item: 1. Α. Παπαδοπούλου, Ἐγνατίας bbox=[428, 804, 547, 815]
crossword-cell bbox=[651, 1255, 670, 1274]
poet-name: ΚΛΕΟΜΕΝΗΣ ΤΣΑΤΣΟΣ bbox=[516, 443, 612, 454]
phone-row bbox=[428, 1384, 612, 1397]
left-title-line2: ΚΑΙ Ο ΚΟΣΜΟΣ bbox=[93, 103, 353, 143]
crossword-cell bbox=[631, 1176, 651, 1196]
theatre-item: ΚΗΠΟΥ τηλ. 65-414 (Ἀπὸ 9 Μαΐου): «Τὰ Βρυσάκια» ἔργο μὲ τὸν Βέβη Τσέφο καὶ Μαρία Ἐξάρχου. bbox=[984, 245, 1162, 280]
phone-place: Ἀριστοτέλους (Ἄνω) bbox=[428, 1176, 508, 1187]
poetry-title: Η ΠΟΙΗΣΙΣ bbox=[428, 239, 612, 267]
phones-title: ΤΗΛΕΦΩΝΑ ΤΑΞΙ bbox=[428, 1087, 612, 1115]
cinema-listing: ΑΒΕΡΩΦ (Συκεῶν): «Ἐκεῖ ποὺ τελειώνει ὁ δρόμος». bbox=[984, 1372, 1148, 1395]
crossword-cell bbox=[690, 1255, 710, 1274]
crossword-row-number: 8 bbox=[623, 1238, 629, 1248]
cinema-listing: ΒΙΟΛΕΤΤΑ τηλ. 20-310 (Ἁγ. Παύλου): «Κάρμεν Τζόουνς». bbox=[984, 726, 1168, 749]
left-column bbox=[29, 61, 416, 1531]
main-article bbox=[623, 174, 976, 1037]
crossword-col-number: 6 bbox=[742, 1086, 748, 1096]
letters-section-text: Τὸ καλλιτεχνικὸν συγκρότημα τῆς πόλεως θὰ ἐμφανισθῇ εἰς τὸ θέατρον τῆς Ἑταιρείας διὰ νὰ παρουσιάσῃ νέον πρόγραμμα. bbox=[1188, 515, 1360, 549]
pharmacy-item: 6. Α. Χατζηαντωνίου, Ἐγνατίας 94 bbox=[428, 865, 559, 875]
projections-list bbox=[1368, 487, 1541, 550]
cinema-listing: ΠΑΝΘΕΟΝ τηλ. 27-516 (Βαρδάρι): «Τὸ χαμένο κορίτσι». bbox=[984, 906, 1166, 928]
cinema-listing: ΕΛΛΗΝΙΣ (Εὐόσμου): «Ὁ ἄνθρωπος ποὺ ξέρω πολλά». bbox=[984, 1082, 1162, 1105]
novel-title: Ο ΔΕΥΤΕΡΟΣ ΓΑΜΟΣ bbox=[68, 1598, 603, 1657]
phone-row bbox=[428, 1298, 612, 1311]
masthead-tagline: ΑΠΟ ΤΗΝ ΑΡΧΑΙΟΤΗΤΑ ΜΕΧΡΙ ΣΗΜΕΡΟΝ bbox=[637, 154, 960, 170]
